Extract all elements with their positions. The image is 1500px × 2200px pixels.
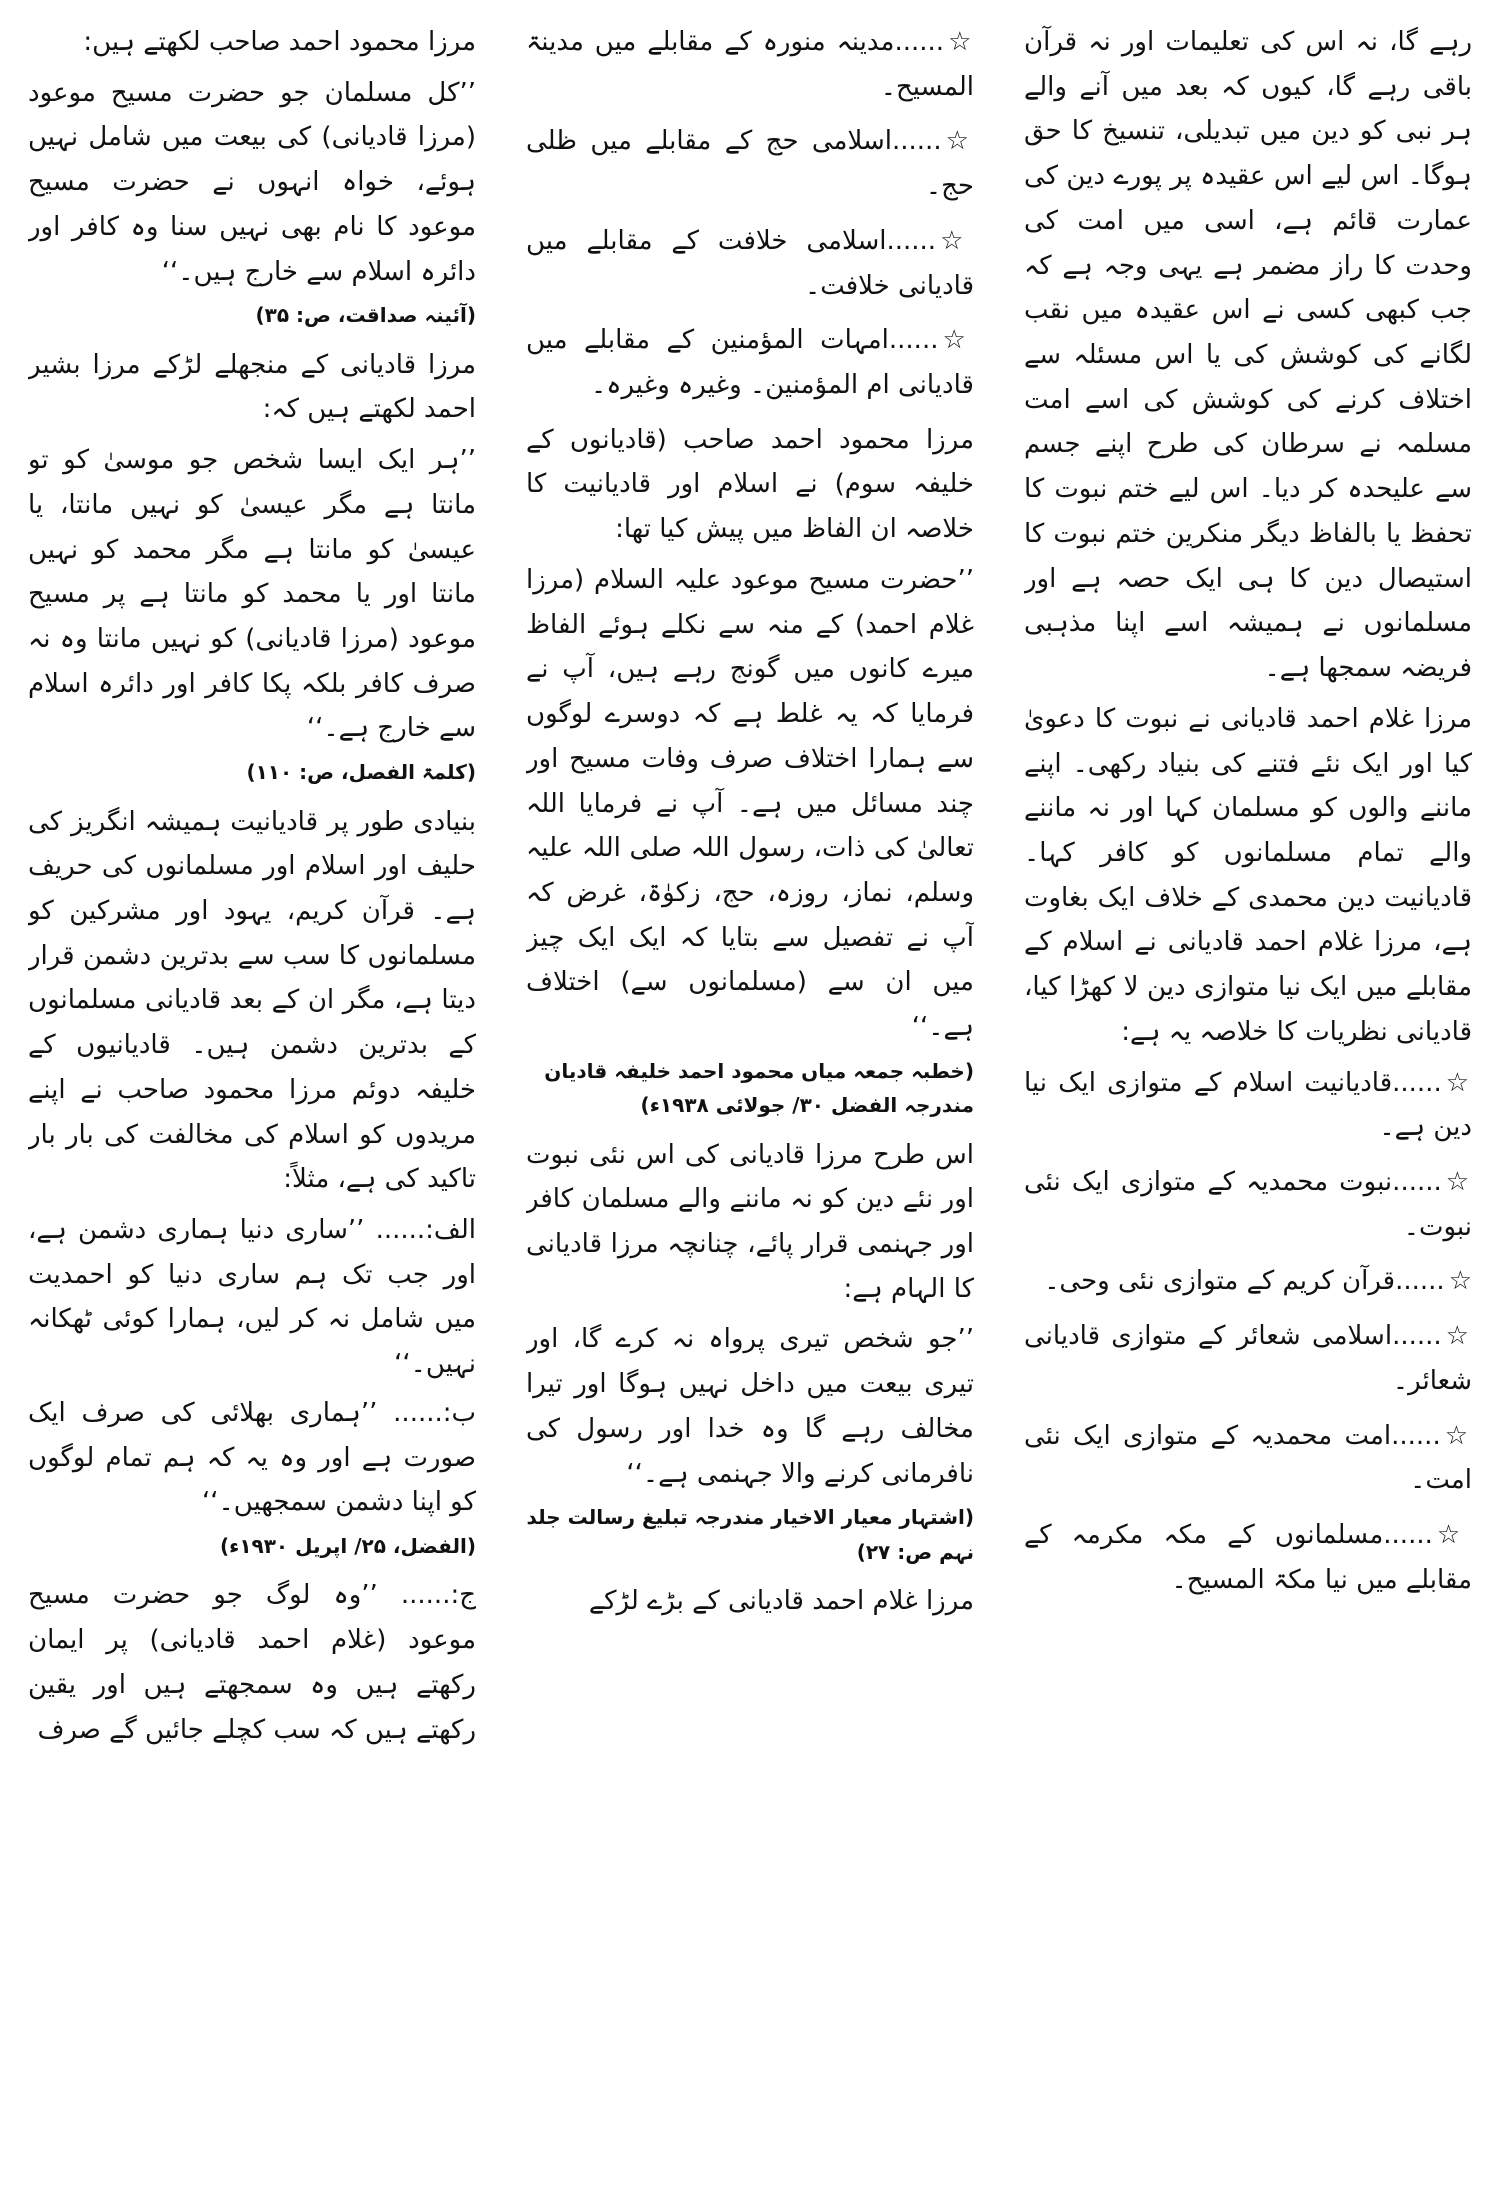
citation-reference: (کلمۃ الفصل، ص: ۱۱۰) <box>246 760 476 785</box>
quotation: ج:...... ’’وہ لوگ جو حضرت مسیح موعود (غلام احمد قادیانی) پر ایمان رکھتے ہیں وہ سمجھتے ہیں اور یقین رکھتے ہیں کہ سب کچلے جائیں گے صرف <box>28 1580 476 1745</box>
bullet-text: ......مسلمانوں کے مکہ مکرمہ کے مقابلے میں نیا مکۃ المسیح۔ <box>1024 1520 1472 1595</box>
star-icon: ☆ <box>942 325 974 356</box>
bullet-item <box>526 318 974 407</box>
bullet-text: ......نبوت محمدیہ کے متوازی ایک نئی نبوت۔ <box>1024 1166 1472 1242</box>
citation-reference: (اشتہار معیار الاخیار مندرجہ تبلیغ رسالت جلد نہم ص: ۲۷) <box>526 1505 974 1564</box>
paragraph: مرزا محمود احمد صاحب لکھتے ہیں: <box>83 27 476 57</box>
bullet-text: ......اسلامی حج کے مقابلے میں ظلی حج۔ <box>526 126 974 202</box>
bullet-item <box>1024 1259 1472 1304</box>
text-column-middle <box>526 20 974 2180</box>
citation-reference: (الفضل، ۲۵/ اپریل ۱۹۳۰ء) <box>219 1534 476 1559</box>
star-icon: ☆ <box>948 27 974 57</box>
bullet-item <box>1024 1160 1472 1249</box>
quotation: ’’جو شخص تیری پرواہ نہ کرے گا، اور تیری بیعت میں داخل نہیں ہوگا اور تیرا مخالف رہے گا وہ خدا اور رسول کی نافرمانی کرنے والا جہنمی ہے۔‘‘ <box>526 1324 974 1489</box>
bullet-item <box>1024 1314 1472 1403</box>
bullet-item <box>1024 1513 1472 1602</box>
bullet-item <box>526 219 974 308</box>
quotation: ’’حضرت مسیح موعود علیہ السلام (مرزا غلام احمد) کے منہ سے نکلے ہوئے الفاظ میرے کانوں میں گونج رہے ہیں، آپ نے فرمایا کہ یہ غلط ہے کہ دوسرے لوگوں سے ہمارا اختلاف صرف وفات مسیح اور چند مسائل میں ہے۔ آپ نے فرمایا اللہ تعالیٰ کی ذات، رسول اللہ صلی اللہ علیہ وسلم، نماز، روزہ، حج، زکوٰۃ، غرض کہ آپ نے تفصیل سے بتایا کہ ایک ایک چیز میں ان سے (مسلمانوں سے) اختلاف ہے۔‘‘ <box>526 564 974 1043</box>
paragraph: مرزا غلام احمد قادیانی کے بڑے لڑکے <box>588 1586 974 1617</box>
bullet-text: ......اسلامی شعائر کے متوازی قادیانی شعائر۔ <box>1024 1321 1472 1396</box>
bullet-text: ......اسلامی خلافت کے مقابلے میں قادیانی خلافت۔ <box>526 225 974 301</box>
paragraph: مرزا محمود احمد صاحب (قادیانوں کے خلیفہ سوم) نے اسلام اور قادیانیت کا خلاصہ ان الفاظ میں پیش کیا تھا: <box>526 424 974 545</box>
bullet-text: ......قرآن کریم کے متوازی نئی وحی۔ <box>1044 1266 1445 1297</box>
citation-reference: (آئینہ صداقت، ص: ۳۵) <box>255 303 476 328</box>
bullet-item <box>1024 1061 1472 1150</box>
citation-reference: (خطبہ جمعہ میاں محمود احمد خلیفہ قادیان مندرجہ الفضل ۳۰/ جولائی ۱۹۳۸ء) <box>544 1058 974 1118</box>
bullet-item <box>526 20 974 109</box>
paragraph: اس طرح مرزا قادیانی کی اس نئی نبوت اور نئے دین کو نہ ماننے والے مسلمان کافر اور جہنمی قرار پائے، چنانچہ مرزا قادیانی کا الہام ہے: <box>526 1139 974 1304</box>
bullet-item <box>1024 1414 1472 1503</box>
bullet-text: ......مدینہ منورہ کے مقابلے میں مدینۃ المسیح۔ <box>526 27 974 102</box>
star-icon: ☆ <box>1445 1067 1472 1098</box>
bullet-text: ......قادیانیت اسلام کے متوازی ایک نیا دین ہے۔ <box>1024 1067 1472 1143</box>
bullet-text: ......امت محمدیہ کے متوازی ایک نئی امت۔ <box>1024 1420 1472 1496</box>
text-column-right <box>1024 20 1472 2180</box>
quotation: الف:...... ’’ساری دنیا ہماری دشمن ہے، اور جب تک ہم ساری دنیا کو احمدیت میں شامل نہ کر لیں، ہمارا کوئی ٹھکانہ نہیں۔‘‘ <box>28 1215 476 1380</box>
star-icon: ☆ <box>1436 1520 1472 1550</box>
paragraph: مرزا قادیانی کے منجھلے لڑکے مرزا بشیر احمد لکھتے ہیں کہ: <box>28 349 476 425</box>
star-icon: ☆ <box>1448 1266 1472 1297</box>
star-icon: ☆ <box>1445 1166 1472 1197</box>
paragraph: رہے گا، نہ اس کی تعلیمات اور نہ قرآن باقی رہے گا، کیوں کہ بعد میں آنے والے ہر نبی کو دین میں تبدیلی، تنسیخ کا حق ہوگا۔ اس لیے اس عقیدہ پر پورے دین کی عمارت قائم ہے، اسی میں امت کی وحدت کا راز مضمر ہے یہی وجہ ہے کہ جب کبھی کسی نے اس عقیدہ میں نقب لگانے کی کوشش کی یا اس مسئلہ سے اختلاف کرنے کی کوشش کی اسے امت مسلمہ نے سرطان کی طرح اپنے جسم سے علیحدہ کر دیا۔ اس لیے ختم نبوت کا تحفظ یا بالفاظ دیگر منکرین ختم نبوت کا استیصال دین کا ہی ایک حصہ ہے اور مسلمانوں نے ہمیشہ اسے اپنا مذہبی فریضہ سمجھا ہے۔ <box>1024 27 1472 684</box>
paragraph: بنیادی طور پر قادیانیت ہمیشہ انگریز کی حلیف اور اسلام اور مسلمانوں کی حریف ہے۔ قرآن کریم، یہود اور مشرکین کو مسلمانوں کا سب سے بدترین دشمن قرار دیتا ہے، مگر ان کے بعد قادیانی مسلمانوں کے بدترین دشمن ہیں۔ قادیانیوں کے خلیفہ دوئم مرزا محمود صاحب نے اپنے مریدوں کو اسلام کی مخالفت کی بار بار تاکید کی ہے، مثلاً: <box>28 806 476 1195</box>
quotation: ’’کل مسلمان جو حضرت مسیح موعود (مرزا قادیانی) کی بیعت میں شامل نہیں ہوئے، خواہ انہوں نے حضرت مسیح موعود کا نام بھی نہیں سنا وہ کافر اور دائرہ اسلام سے خارج ہیں۔‘‘ <box>28 77 476 287</box>
star-icon: ☆ <box>940 225 974 256</box>
quotation: ’’ہر ایک ایسا شخص جو موسیٰ کو تو مانتا ہے مگر عیسیٰ کو نہیں مانتا، یا عیسیٰ کو مانتا ہے مگر محمد کو نہیں مانتا اور یا محمد کو مانتا ہے پر مسیح موعود (مرزا قادیانی) کو نہیں مانتا وہ نہ صرف کافر بلکہ پکا کافر اور دائرہ اسلام سے خارج ہے۔‘‘ <box>28 445 476 744</box>
star-icon: ☆ <box>945 126 974 157</box>
paragraph: مرزا غلام احمد قادیانی نے نبوت کا دعویٰ کیا اور ایک نئے فتنے کی بنیاد رکھی۔ اپنے ماننے والوں کو مسلمان کہا اور نہ ماننے والے تمام مسلمانوں کو کافر کہا۔ قادیانیت دین محمدی کے خلاف ایک بغاوت ہے، مرزا غلام احمد قادیانی نے اسلام کے مقابلے میں ایک نیا متوازی دین لا کھڑا کیا، قادیانی نظریات کا خلاصہ یہ ہے: <box>1024 703 1472 1047</box>
star-icon: ☆ <box>1445 1321 1472 1352</box>
bullet-item <box>526 119 974 208</box>
book-page <box>28 20 1472 2180</box>
star-icon: ☆ <box>1444 1420 1472 1451</box>
quotation: ب:...... ’’ہماری بھلائی کی صرف ایک صورت ہے اور وہ یہ کہ ہم تمام لوگوں کو اپنا دشمن سمجھیں۔‘‘ <box>28 1397 476 1518</box>
bullet-text: ......امہات المؤمنین کے مقابلے میں قادیانی ام المؤمنین۔ وغیرہ وغیرہ۔ <box>526 325 974 401</box>
text-column-left <box>28 20 476 2180</box>
